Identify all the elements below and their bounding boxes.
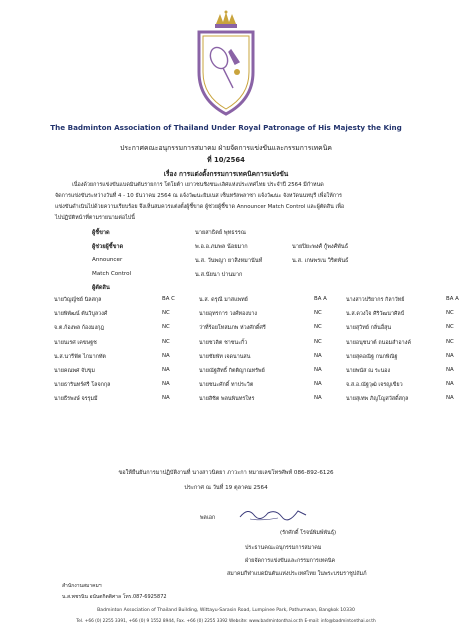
match-control-label: Match Control — [92, 271, 132, 277]
umpire-row — [54, 338, 454, 350]
umpire-name: น.ส. ดรุณี มาสแพทย์ — [199, 297, 248, 303]
umpire-grade: NA — [314, 367, 322, 373]
umpire-name: น.ส.ดวงใจ ศิริวัฒนาศิลป์ — [346, 311, 405, 318]
crown-emblem — [215, 11, 237, 29]
body-paragraph-line: แข่งขันดำเนินไปด้วยความเรียบร้อย จึงเห็นสมควรแต่งตั้งผู้ชี้ขาด ผู้ช่วยผู้ชี้ขาด Announcer Match Control และผู้ตัดสิน เพื่อ — [55, 204, 345, 210]
umpire-row — [54, 324, 454, 335]
umpire-name: นายธารินทร์ศรี โลจกกุล — [54, 382, 111, 389]
umpire-name: น.ส.นารีฟัต ไกมากทัต — [54, 353, 106, 360]
umpire-grade: NA — [446, 367, 454, 373]
signatory-position: ฝ่ายจัดการแข่งขันและกรรมการเทคนิค — [245, 558, 336, 564]
association-logo — [191, 10, 261, 120]
umpire-name: นายสุคอณิฐ กนกพิณิฐ — [346, 353, 398, 360]
handwritten-signature — [238, 505, 308, 523]
umpire-grade: NC — [162, 324, 170, 331]
signatory-position: สมาคมกีฬาแบดมินตันแห่งประเทศไทย ในพระบรมราชูปถัมภ์ — [227, 571, 367, 577]
umpire-name: นายชนะศักดิ์ ทาประวิต — [199, 382, 254, 389]
footer-address: Badminton Association of Thailand Building, Wittayu-Sarasin Road, Lumpinee Park, Pathumwan, Bangkok 10330 — [97, 608, 355, 613]
office-label: สำนักงานสมาคมฯ — [62, 583, 102, 589]
deputy-referee-label: ผู้ช่วยผู้ชี้ขาด — [92, 244, 124, 250]
umpire-name: นายชวลิต ชาชนะกิ้ว — [199, 339, 248, 346]
umpire-name: นายคณพศ จับขุม — [54, 368, 95, 374]
body-paragraph-line: เนื่องด้วยการแข่งขันแบดมินตันรายการ โตโยต้า เยาวชนชิงชนะเลิศแห่งประเทศไทย ประจำปี 2564 มีกำหนด — [72, 182, 324, 188]
referee-label: ผู้ชี้ขาด — [92, 230, 110, 236]
deputy-referee-name: นายปิยะพงศ์ กู้พงศ์พันธ์ — [292, 244, 349, 250]
shield-emblem — [199, 32, 253, 114]
umpire-row — [54, 310, 454, 321]
umpire-row — [54, 381, 454, 392]
umpire-row — [54, 296, 459, 307]
announcement-subject: เรื่อง การแต่งตั้งกรรมการเทคนิคการแข่งขัน — [163, 170, 289, 178]
announcement-number: ที่ 10/2564 — [207, 156, 245, 164]
umpire-name: นายธีรพงษ์ จรรุมมี — [54, 396, 98, 403]
umpire-name: นายอนุชนาต์ ถนอมสำอางค์ — [346, 339, 411, 346]
umpire-grade: NA — [446, 381, 454, 388]
announcer-name: น.ส. วันพญา ยาสิงหมานันท์ — [195, 258, 263, 264]
umpire-row — [54, 395, 454, 406]
umpire-name: นายสิชิต พลนพินทรใหร — [199, 396, 255, 403]
announcement-date: ประกาศ ณ วันที่ 19 ตุลาคม 2564 — [184, 485, 268, 491]
body-paragraph-line: จัดการแข่งขันระหว่างวันที่ 4 - 10 ธันวาคม 2564 ณ แจ้งวัฒนะยิมเนส เซ็นทรัลพลาซา แจ้งวัฒนะ จังหวัดนนทบุรี เพื่อให้การ — [55, 193, 342, 199]
footer-contacts: Tel. +66 (0) 2255 3391, +66 (0) 9 1552 8944, Fax. +66 (0) 2255 3392 Website: www.badmintonthai.or.th E-mail: info@badmintonthai.or.th — [76, 619, 376, 624]
office-contact: น.ส.พชรนิน อนันตกิตติศาล โทร.087-6925872 — [62, 594, 167, 600]
umpire-grade: NA — [314, 395, 322, 402]
umpire-name: นายสุวิทย์ กลิ่นอื่สุน — [346, 325, 392, 332]
umpire-grade: NC — [314, 338, 322, 345]
umpire-name: นายชัยพัท เจดนานสน — [199, 353, 251, 360]
umpire-name: นายพิพัฒน์ ตันวิบูลวงศ์ — [54, 311, 108, 318]
umpire-grade: NC — [446, 310, 454, 317]
umpire-name: นายสุเทพ ภิญโญสวัสดิ์สกุล — [346, 396, 409, 403]
umpire-name: ว่าที่ร้อยโทสมภพ ห่วงศักดิ์ศรี — [199, 325, 266, 332]
umpire-grade: BA A — [446, 296, 459, 302]
signatory-position: ประธานคณะอนุกรรมการสมาคม — [245, 545, 322, 551]
umpire-name: นายอุทรการ วงศ์ทองบาง — [199, 311, 258, 318]
umpire-grade: NA — [162, 381, 170, 388]
announcement-title: ประกาศคณะอนุกรรมการสมาคม ฝ่ายจัดการแข่งขันและกรรมการเทคนิค — [120, 144, 332, 152]
umpire-grade: NA — [162, 395, 170, 402]
umpire-grade: NA — [162, 367, 170, 373]
announcer-label: Announcer — [92, 257, 123, 263]
umpire-grade: NC — [446, 338, 454, 345]
umpire-grade: NA — [314, 381, 322, 388]
umpire-grade: NA — [446, 395, 454, 402]
contact-line: ขอให้ยืนยันการมาปฏิบัติงานที่ นางสาวนิตยา ภาวะกา หมายเลขโทรศัพท์ 086-892-6126 — [118, 470, 334, 476]
umpire-name: จ.ต.ก้องพล ก้องมงกุฎ — [54, 325, 104, 332]
signatory-name: (รักศักดิ์ โรจน์พิมพ์พันธุ์) — [280, 530, 337, 536]
referee-name: นายสาธิตย์ พุทธรรณ — [195, 230, 246, 236]
umpire-row — [54, 352, 454, 364]
umpires-label: ผู้ตัดสิน — [92, 285, 110, 291]
umpire-grade: NA — [162, 352, 170, 359]
umpire-grade: BA C — [162, 296, 175, 302]
body-paragraph-line: ไปปฏิบัติหน้าที่ตามรายนามต่อไปนี้ — [55, 215, 135, 221]
umpire-grade: NC — [162, 338, 170, 345]
association-title: The Badminton Association of Thailand Under Royal Patronage of His Majesty the King — [50, 123, 402, 132]
umpire-grade: NC — [314, 324, 322, 331]
umpire-name: นายวิญญ์ชย์ นิลสกุล — [54, 297, 102, 303]
announcer-name: น.ส. เกษพรเน วิริตพันธ์ — [292, 258, 349, 264]
umpire-grade: NA — [446, 352, 454, 359]
umpire-name: นายพนัส ณ ระนอง — [346, 368, 391, 374]
match-control-name: น.ส.นัยนา ปานมาก — [195, 272, 243, 278]
umpire-row — [54, 367, 454, 378]
umpire-name: นางสาวปริยากร กิลาวัทย์ — [346, 297, 405, 303]
deputy-referee-name: พ.อ.อ.ภมพล น้อยมาก — [195, 244, 248, 250]
umpire-name: นายณัฐสิทธิ์ กิตติญาณทรัพย์ — [199, 368, 265, 374]
umpire-grade: NC — [162, 310, 170, 317]
umpire-grade: BA A — [314, 296, 327, 302]
umpire-grade: NC — [314, 310, 322, 317]
umpire-grade: NA — [314, 352, 322, 359]
umpire-name: นายนเรศ เคขษฐช — [54, 339, 97, 346]
umpire-name: จ.ส.อ.ณัฐวุฒิ เจรญเขียว — [346, 382, 403, 389]
umpire-grade: NC — [446, 324, 454, 331]
signature-prefix: พลเอก — [200, 515, 216, 521]
